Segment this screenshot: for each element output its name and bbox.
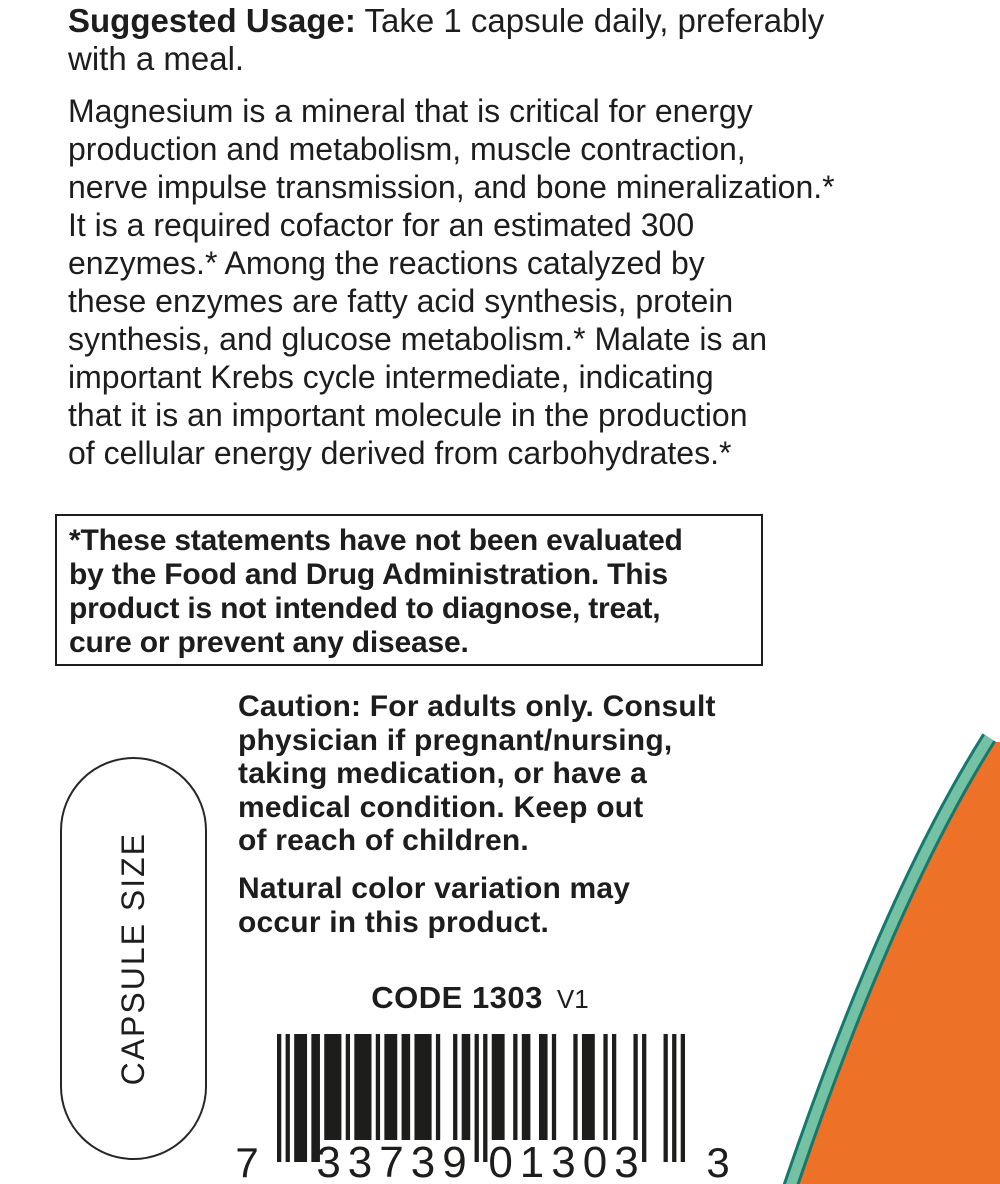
text-line: taking medication, or have a: [238, 757, 648, 790]
capsule-size-badge: [60, 757, 207, 1160]
capsule-size-label: CAPSULE SIZE: [115, 831, 151, 1086]
corner-trim-dark-outer: [797, 742, 996, 1184]
description-paragraph: [68, 92, 835, 472]
text-line: of reach of children.: [238, 824, 529, 857]
corner-trim-dark-inner: [797, 742, 996, 1184]
text-line: medical condition. Keep out: [238, 790, 644, 824]
natural-color-note: [238, 872, 630, 939]
text-line: with a meal.: [68, 40, 245, 77]
barcode-check-digit: 3: [706, 1139, 730, 1182]
barcode-prefix-digit: 7: [235, 1139, 259, 1182]
text-line: by the Food and Drug Administration. This: [69, 558, 669, 591]
text-line: of cellular energy derived from carbohydrates.*: [68, 435, 732, 471]
text-line: [68, 2, 824, 40]
upc-barcode: [220, 1030, 740, 1182]
fda-disclaimer-box: [55, 514, 763, 666]
text-line: nerve impulse transmission, and bone mineralization.*: [68, 169, 835, 205]
product-code-number: CODE 1303: [371, 980, 543, 1015]
text-line: production and metabolism, muscle contraction,: [68, 131, 746, 167]
text-line: enzymes.* Among the reactions catalyzed by: [68, 245, 705, 281]
barcode-left-digits: 33739: [316, 1138, 474, 1182]
text-line: product is not intended to diagnose, treat,: [69, 592, 661, 625]
product-code-version: V1: [556, 984, 589, 1014]
corner-trim-light: [797, 742, 996, 1184]
text-line: Caution: For adults only. Consult: [238, 690, 716, 723]
text-line: It is a required cofactor for an estimated 300: [68, 207, 695, 243]
text-line: occur in this product.: [238, 905, 550, 939]
text-line: *These statements have not been evaluated: [69, 524, 683, 557]
suggested-usage-text: [68, 2, 824, 78]
text-line: physician if pregnant/nursing,: [238, 723, 673, 757]
corner-orange-fill: [797, 742, 1000, 1184]
text-line: synthesis, and glucose metabolism.* Malate is an: [68, 321, 768, 357]
text-line: important Krebs cycle intermediate, indicating: [68, 359, 714, 395]
suggested-usage-rest: Take 1 capsule daily, preferably: [355, 2, 825, 39]
suggested-usage-heading: Suggested Usage:: [68, 2, 356, 39]
caution-text: [238, 690, 716, 858]
barcode-right-digits: 01303: [488, 1138, 646, 1182]
text-line: cure or prevent any disease.: [69, 626, 469, 659]
text-line: that it is an important molecule in the production: [68, 397, 748, 433]
text-line: Natural color variation may: [238, 872, 631, 905]
text-line: Magnesium is a mineral that is critical for energy: [68, 93, 753, 129]
text-line: these enzymes are fatty acid synthesis, protein: [68, 283, 734, 319]
